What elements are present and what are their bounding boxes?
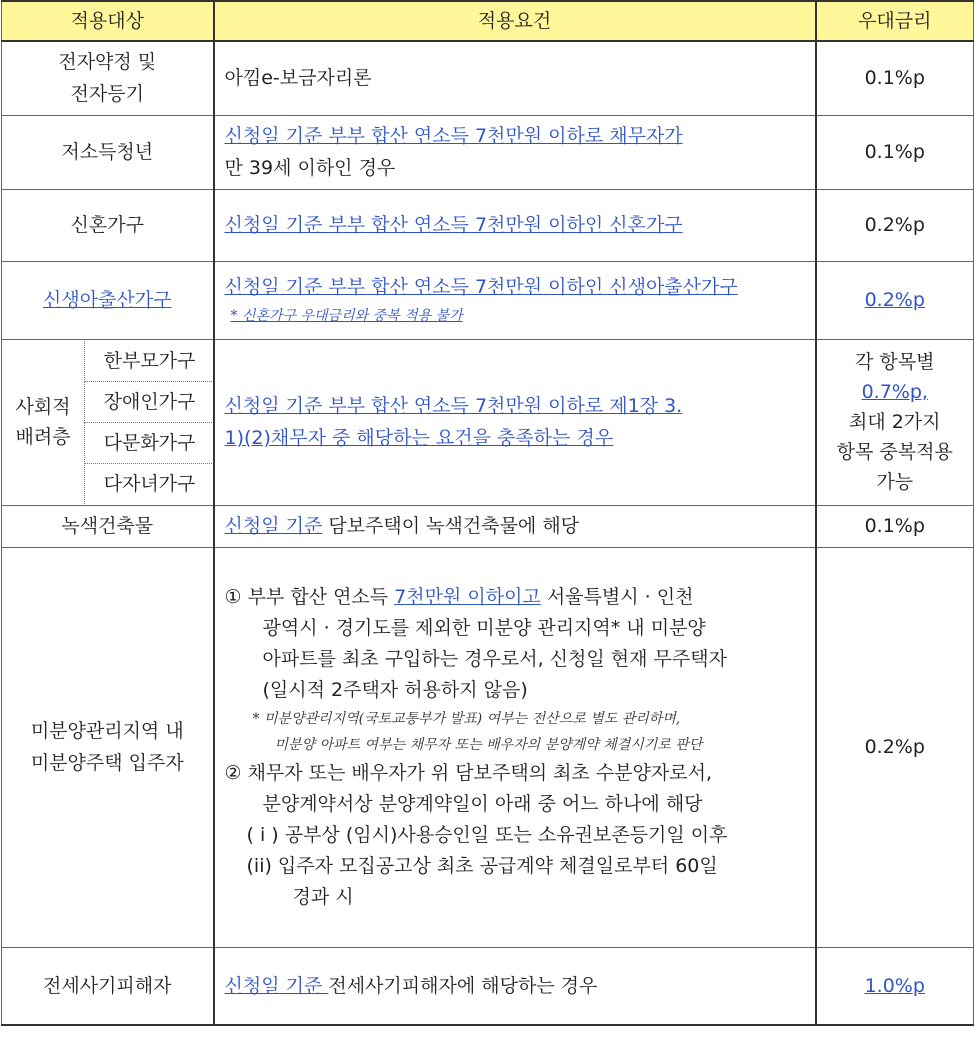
item-1-line-1: ① 부부 합산 연소득 7천만원 이하이고 서울특별시 · 인천 <box>224 585 694 608</box>
requirement-cell: 신청일 기준 부부 합산 연소득 7천만원 이하로 채무자가 만 39세 이하인 경우 <box>214 115 816 189</box>
sub-target-disabled: 장애인가구 <box>85 381 215 422</box>
requirement-cell: 신청일 기준 담보주택이 녹색건축물에 해당 <box>214 505 816 547</box>
target-cell: 녹색건축물 <box>2 505 214 547</box>
target-cell: 신혼가구 <box>2 189 214 261</box>
requirement-cell: ① 부부 합산 연소득 7천만원 이하이고 서울특별시 · 인천 광역시 · 경기도를 제외한 미분양 관리지역* 내 미분양 아파트를 최초 구입하는 경우로서, 신청일 현재 무주택자 (일시적 2주택자 허용하지 않음) * 미분양관리지역(국토교통부가 발표) 여부는 전산으로 별도 관리하며, 미분양 아파트 여부는 채무자 또는 배우자의 분양계약 체결시기로 판단 ② 채무자 또는 배우자가 위 담보주택의 최초 수분양자로서, 분양계약서상 분양계약일이 아래 중 어느 하나에 해당 ( i ) 공부상 (임시)사용승인일 또는 소유권보존등기일 이후 (ii) 입주자 모집공고상 최초 공급계약 체결일로부터 60일 경과 시 <box>214 547 816 947</box>
sub-target-multicultural: 다문화가구 <box>85 422 215 463</box>
rate-cell: 0.2%p <box>816 261 974 339</box>
rate-cell: 0.2%p <box>816 189 974 261</box>
rate-cell: 각 항목별 0.7%p, 최대 2가지 항목 중복적용 가능 <box>816 339 974 505</box>
rate-cell: 1.0%p <box>816 947 974 1025</box>
target-cell: 신생아출산가구 <box>2 261 214 339</box>
table-row <box>2 947 974 1025</box>
header-rate: 우대금리 <box>816 1 974 41</box>
rate-cell: 0.1%p <box>816 115 974 189</box>
requirement-cell: 신청일 기준 전세사기피해자에 해당하는 경우 <box>214 947 816 1025</box>
requirement-cell: 신청일 기준 부부 합산 연소득 7천만원 이하로 제1장 3. 1)(2)채무자 중 해당하는 요건을 충족하는 경우 <box>214 339 816 505</box>
target-cell: 전세사기피해자 <box>2 947 214 1025</box>
table-row <box>2 189 974 261</box>
requirement-cell: 신청일 기준 부부 합산 연소득 7천만원 이하인 신생아출산가구 * 신혼가구 우대금리와 중복 적용 불가 <box>214 261 816 339</box>
benefit-rate-table <box>1 0 974 1026</box>
table-row <box>2 41 974 115</box>
table-row <box>2 115 974 189</box>
sub-target-single-parent: 한부모가구 <box>85 341 215 382</box>
table-row <box>2 547 974 947</box>
rate-cell: 0.1%p <box>816 41 974 115</box>
sub-target-multichild: 다자녀가구 <box>103 472 196 495</box>
target-cell <box>2 339 214 505</box>
target-cell: 미분양관리지역 내 미분양주택 입주자 <box>2 547 214 947</box>
table-row <box>2 261 974 339</box>
header-row <box>2 1 974 41</box>
requirement-cell: 아낌e-보금자리론 <box>214 41 816 115</box>
header-target: 적용대상 <box>2 1 214 41</box>
social-group-label: 사회적 배려층 <box>2 341 85 504</box>
table-row <box>2 339 974 505</box>
rate-cell: 0.2%p <box>816 547 974 947</box>
requirement-cell: 신청일 기준 부부 합산 연소득 7천만원 이하인 신혼가구 <box>214 189 816 261</box>
target-cell: 전자약정 및 전자등기 <box>2 41 214 115</box>
header-requirement: 적용요건 <box>214 1 816 41</box>
rate-cell: 0.1%p <box>816 505 974 547</box>
target-cell: 저소득청년 <box>2 115 214 189</box>
table-row <box>2 505 974 547</box>
